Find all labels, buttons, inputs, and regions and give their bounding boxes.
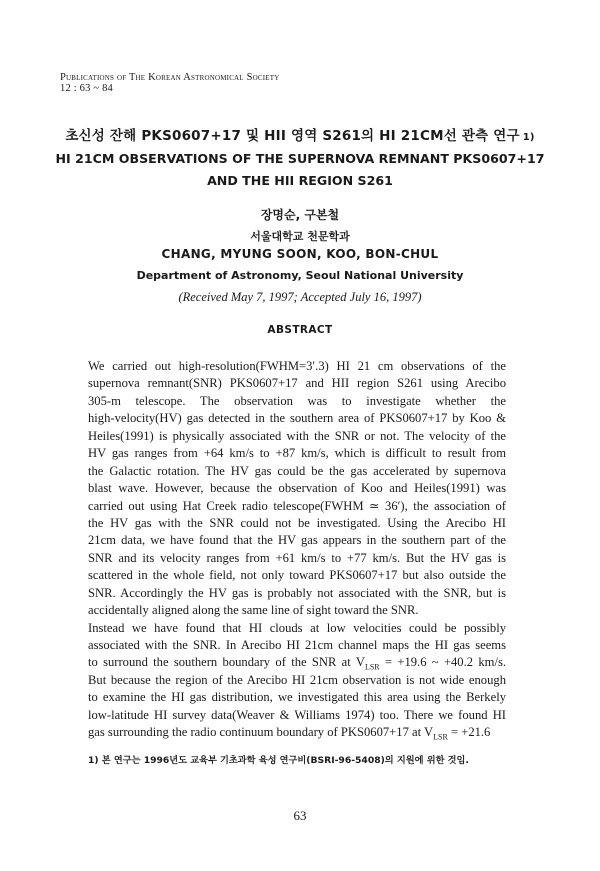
abstract-body: [88, 358, 506, 742]
authors-korean: 장명순, 구본철: [260, 208, 340, 222]
abstract-line: gas surrounding the radio continuum boundary of PKS0607+17 at $V_{LSR} = +21.6$: [88, 725, 491, 742]
abstract-line: We carried out high-resolution(FWHM=3′.3) HI 21 cm observations of the: [88, 359, 506, 373]
abstract-line: SNR and its velocity ranges from +61 km/s to +77 km/s. But the HV gas is: [88, 550, 506, 565]
abstract-line: the HV gas with the SNR could not be investigated. Using the Arecibo HI: [88, 515, 506, 530]
received-dates: (Received May 7, 1997; Accepted July 16, 1997): [178, 290, 422, 304]
journal-header: [60, 72, 280, 94]
abstract-line: low-latitude HI survey data(Weaver & Williams 1974) too. There we found HI: [88, 707, 506, 722]
abstract-line: 305-m telescope. The observation was to investigate whether the: [88, 393, 506, 408]
affiliation-korean: 서울대학교 천문학과: [250, 230, 350, 243]
abstract-line: Heiles(1991) is physically associated with the SNR or not. The velocity of the: [88, 428, 506, 443]
abstract-line: blast wave. However, because the observation of Koo and Heiles(1991) was: [88, 481, 506, 496]
journal-name: Publications of The Korean Astronomical Society: [60, 72, 280, 83]
abstract-line: But because the region of the Arecibo HI 21cm observation is not wide enough: [88, 672, 506, 687]
title-english-line: AND THE HII REGION S261: [207, 173, 393, 188]
abstract-line: HV gas ranges from +64 km/s to +87 km/s, which is difficult to result from: [88, 446, 506, 461]
abstract-line: high-velocity(HV) gas detected in the southern area of PKS0607+17 by Koo &: [88, 411, 506, 426]
abstract-line: to surround the southern boundary of the SNR at $V_{LSR} = +19.6$ ~ +40.2 km/s.: [88, 655, 506, 672]
journal-citation: 12 : 63 ~ 84: [60, 83, 113, 94]
footnote: 1) 본 연구는 1996년도 교육부 기초과학 육성 연구비(BSRI-96-5408)의 지원에 위한 것임.: [88, 755, 469, 766]
abstract-line: 21cm data, we have found that the HV gas appears in the southern part of the: [88, 533, 506, 548]
abstract-line: scattered in the whole field, not only toward PKS0607+17 but also outside the: [88, 568, 506, 583]
abstract-line: supernova remnant(SNR) PKS0607+17 and HII region S261 using Arecibo: [88, 376, 506, 391]
authors-english: CHANG, MYUNG SOON, KOO, BON-CHUL: [161, 247, 439, 261]
title-footnote-marker: 1): [522, 132, 535, 143]
title-korean-line: [0, 124, 600, 144]
abstract-line: accidentally aligned along the same line of sight toward the SNR.: [88, 603, 419, 618]
abstract-line: to examine the HI gas distribution, we investigated this area using the Berkely: [88, 690, 506, 705]
page-number: 63: [293, 808, 307, 823]
title-korean: 초신성 잔해 PKS0607+17 및 HII 영역 S261의 HI 21CM선 관측 연구: [65, 128, 520, 144]
abstract-line: Instead we have found that HI clouds at low velocities could be possibly: [88, 620, 506, 635]
abstract-line: the Galactic rotation. The HV gas could be the gas accelerated by supernova: [88, 463, 506, 478]
title-english-line: HI 21CM OBSERVATIONS OF THE SUPERNOVA REMNANT PKS0607+17: [55, 151, 545, 166]
abstract-line: associated with the SNR. In Arecibo HI 21cm channel maps the HI gas seems: [88, 638, 506, 652]
affiliation-english: Department of Astronomy, Seoul National University: [136, 269, 464, 282]
abstract-line: SNR. Accordingly the HV gas is probably not associated with the SNR, but is: [88, 585, 506, 600]
abstract-heading: ABSTRACT: [267, 324, 333, 336]
abstract-line: carried out using Hat Creek radio telescope(FWHM ≃ 36′), the association of: [88, 498, 506, 513]
title-english: [0, 148, 600, 192]
